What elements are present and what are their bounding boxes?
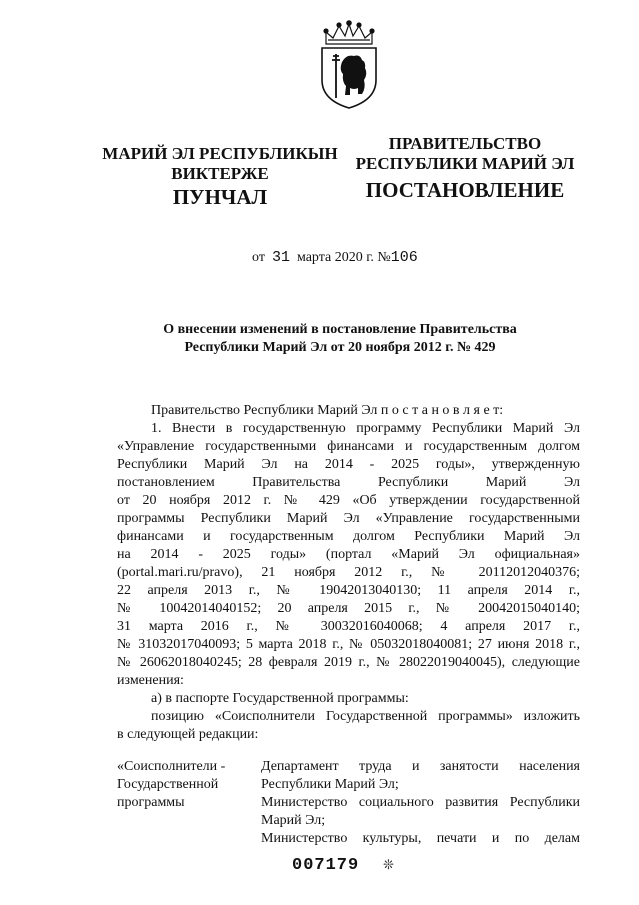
table-left-line: Государственной <box>117 777 219 792</box>
body-line: 31 марта 2016 г., № 30032016040068; 4 апреля 2017 г., <box>117 619 580 634</box>
body-line: изменения: <box>117 673 184 688</box>
body-line: позицию «Соисполнители Государственной программы» изложить <box>151 709 580 724</box>
body-line: № 10042014040152; 20 апреля 2015 г., № 20042015040140; <box>117 601 580 616</box>
body-line: на 2014 - 2025 годы» (портал «Марий Эл официальная» <box>117 547 580 562</box>
body-line: а) в паспорте Государственной программы: <box>151 691 409 706</box>
body-line: Правительство Республики Марий Эл п о с т а н о в л я е т: <box>151 403 504 418</box>
header-right-line1: ПРАВИТЕЛЬСТВО <box>388 134 542 153</box>
table-right-line: Министерство социального развития Республики <box>261 795 580 810</box>
table-right-line: Республики Марий Эл; <box>261 777 399 792</box>
table-left-line: «Соисполнители - <box>117 759 226 774</box>
document-date <box>252 249 418 266</box>
header-left-title: ПУНЧАЛ <box>172 185 268 209</box>
title-line: Республики Марий Эл от 20 ноября 2012 г. № 429 <box>184 340 496 355</box>
table-right-cell <box>261 758 580 848</box>
body-line: «Управление государственными финансами и государственным долгом <box>117 439 580 454</box>
date-day: 31 <box>271 249 290 266</box>
header-left-line2: ВИКТЕРЖЕ <box>171 164 269 183</box>
date-prefix: от <box>252 250 265 265</box>
date-rest: марта 2020 г. № <box>296 250 391 265</box>
body-line: программы Республики Марий Эл «Управление государственными <box>117 511 580 526</box>
document-title <box>100 321 580 357</box>
coat-of-arms-emblem <box>318 18 380 110</box>
title-line: О внесении изменений в постановление Правительства <box>163 322 517 337</box>
body-line: № 31032017040093; 5 марта 2018 г., № 05032018040081; 27 июня 2018 г., <box>117 637 580 652</box>
document-number: 106 <box>390 249 418 266</box>
header-right-line2: РЕСПУБЛИКИ МАРИЙ ЭЛ <box>355 154 575 173</box>
body-line: 1. Внести в государственную программу Республики Марий Эл <box>151 421 580 436</box>
body-line: постановлением Правительства Республики Марий Эл <box>117 475 580 490</box>
ornament-mark: ❊ <box>383 858 394 873</box>
body-line: 22 апреля 2013 г., № 19042013040130; 11 апреля 2014 г., <box>117 583 580 598</box>
header-left-line1: МАРИЙ ЭЛ РЕСПУБЛИКЫН <box>102 144 338 163</box>
serial-number: 007179 <box>292 856 360 875</box>
body-line: Республики Марий Эл на 2014 - 2025 годы», утвержденную <box>117 457 580 472</box>
body-line: № 26062018040245; 28 февраля 2019 г., № 28022019040045), следующие <box>117 655 580 670</box>
table-right-line: Департамент труда и занятости населения <box>261 759 580 774</box>
header-right-title: ПОСТАНОВЛЕНИЕ <box>365 178 565 202</box>
table-right-line: Министерство культуры, печати и по делам <box>261 831 580 846</box>
body-line: от 20 ноября 2012 г. № 429 «Об утверждении государственной <box>117 493 580 508</box>
table-left-line: программы <box>117 795 185 810</box>
table-left-cell <box>117 758 252 812</box>
body-line: (portal.mari.ru/pravo), 21 ноября 2012 г., № 20112012040376; <box>117 565 580 580</box>
table-right-line: Марий Эл; <box>261 813 326 828</box>
body-line: финансами и государственным долгом Республики Марий Эл <box>117 529 580 544</box>
document-body <box>117 402 580 744</box>
body-line: в следующей редакции: <box>117 727 259 742</box>
